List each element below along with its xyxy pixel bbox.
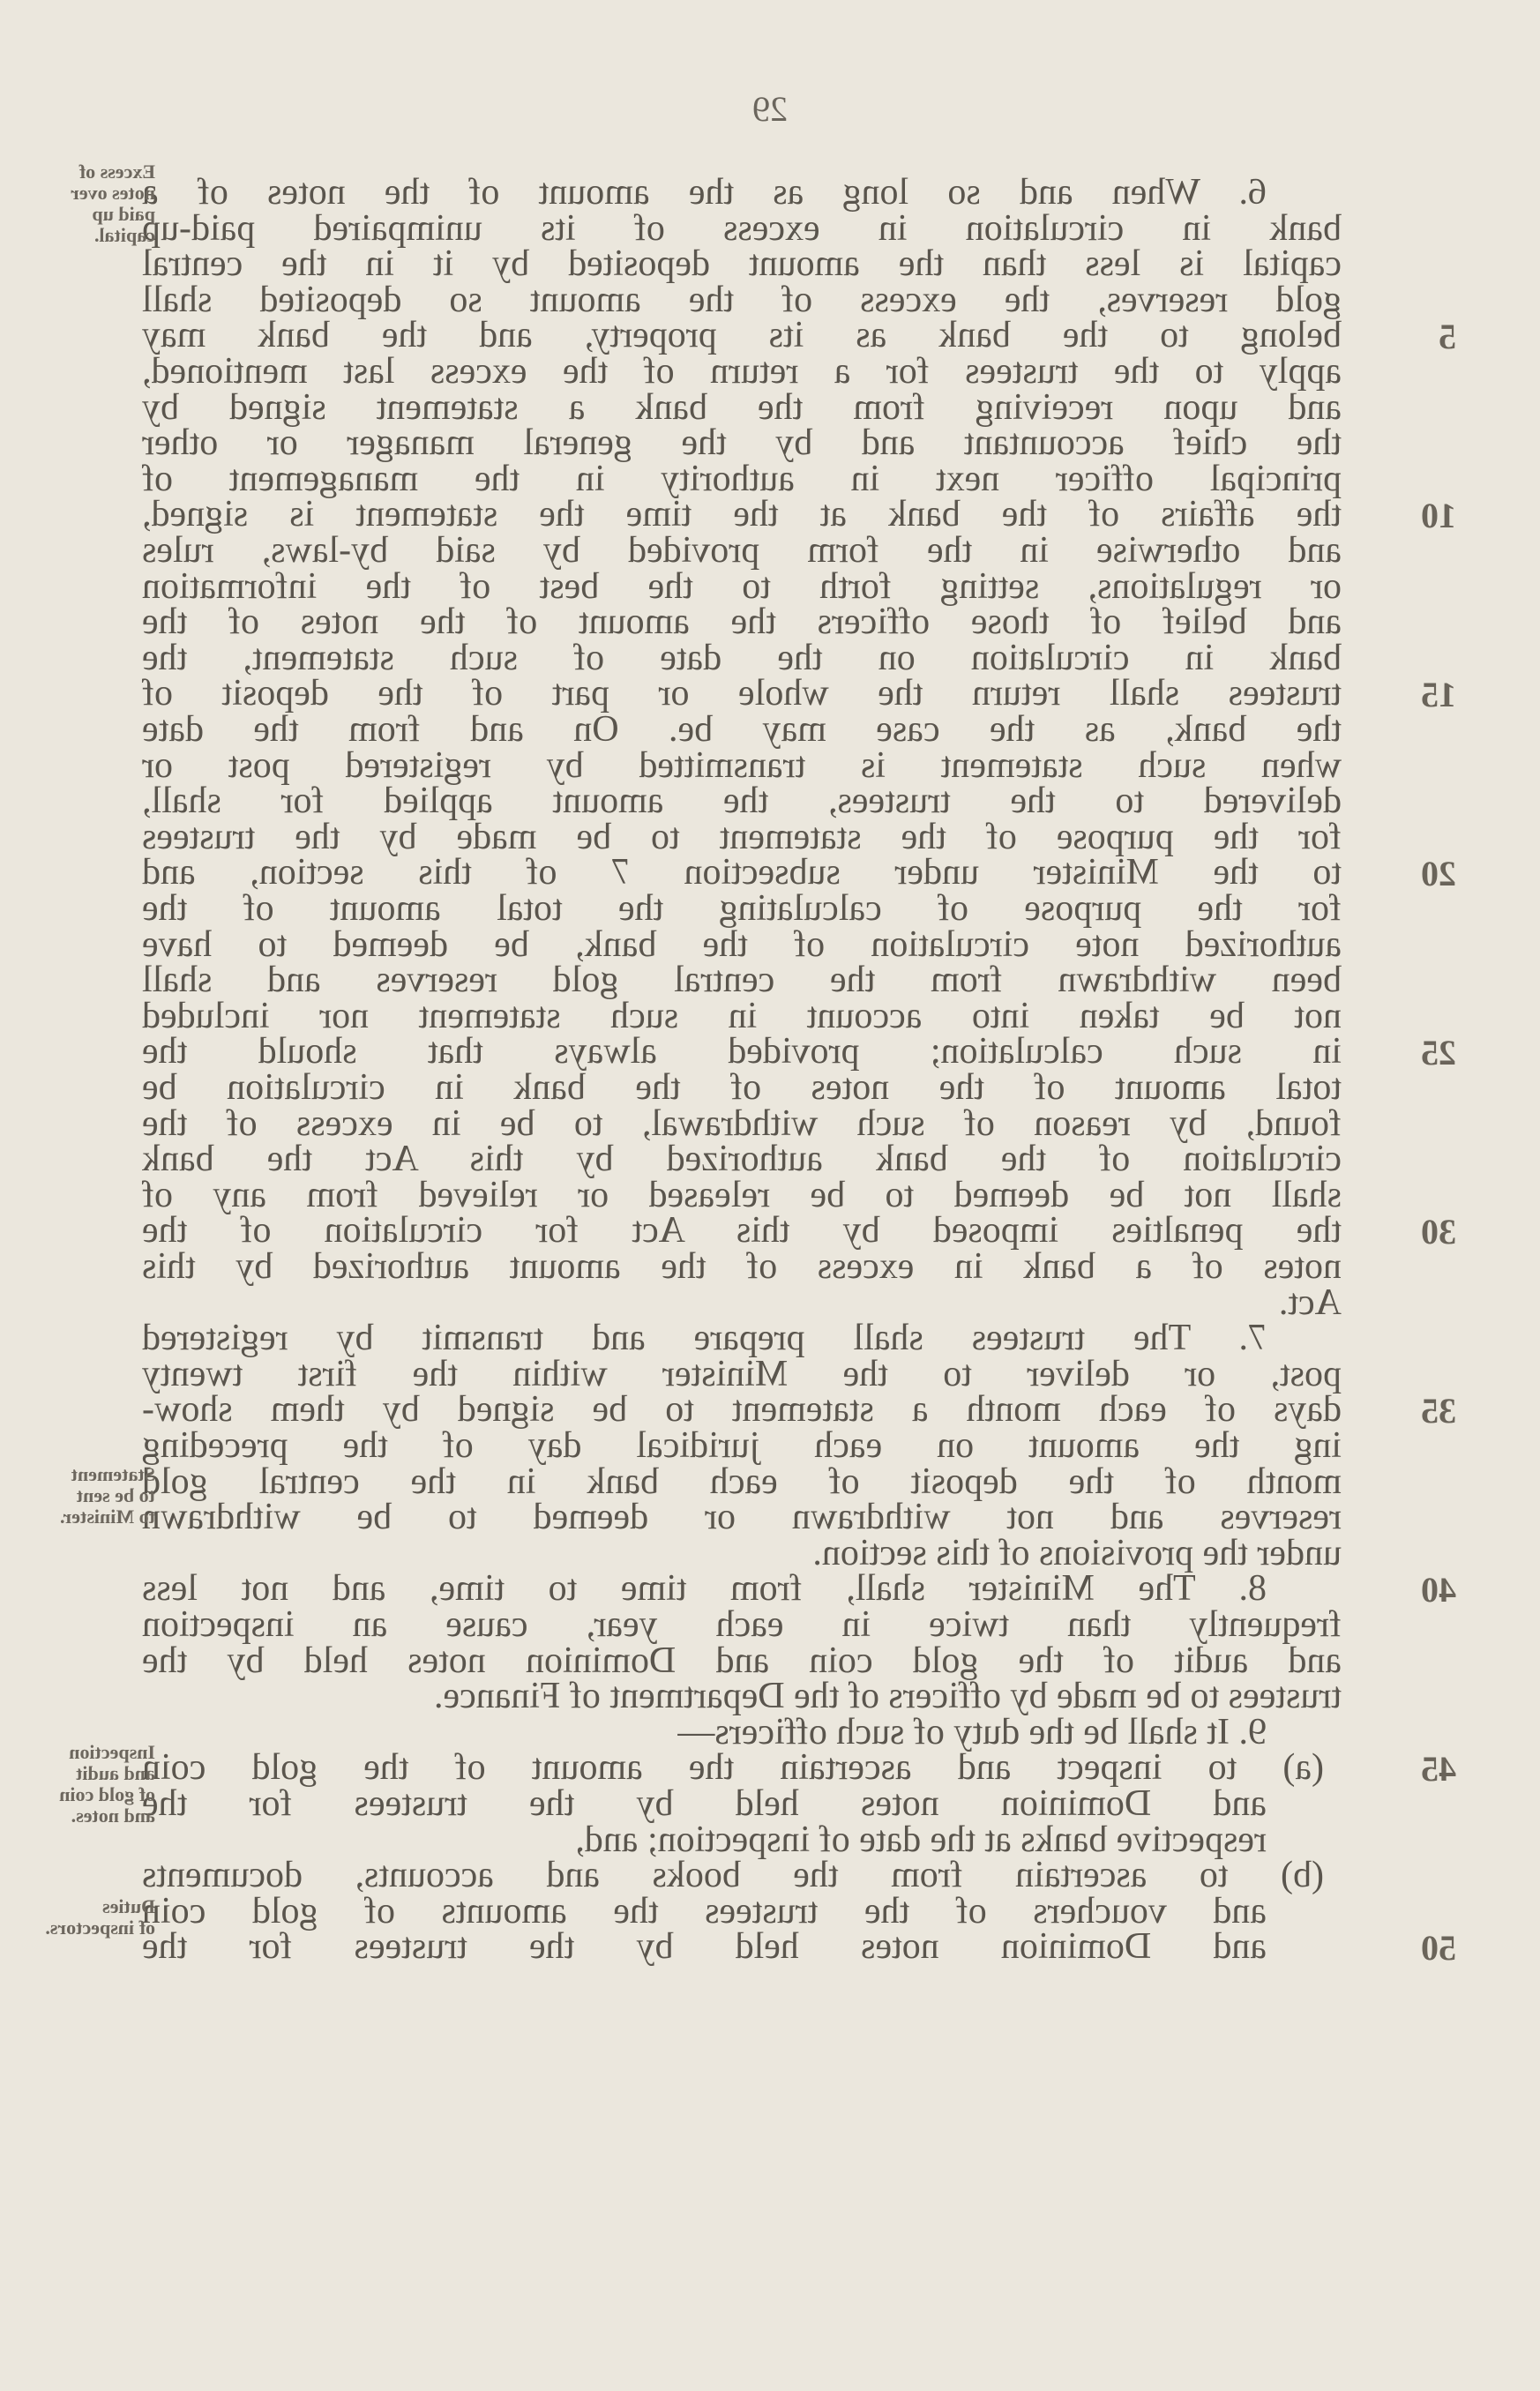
text-line	[0, 816, 1540, 857]
line-number: 20	[1421, 854, 1456, 894]
margin-note-line: Excess of	[78, 161, 155, 183]
page-number: 29	[752, 89, 788, 129]
line-number: 25	[1421, 1033, 1456, 1073]
text-line-content: the affairs of the bank at the time the statement is signed,	[142, 494, 1342, 535]
text-line-content: 9. It shall be the duty of such officers—	[677, 1711, 1267, 1752]
text-line-content: reserves and not withdrawn or deemed to be withdrawn	[142, 1497, 1342, 1538]
text-line	[0, 1246, 1540, 1287]
text-line-content: under the provisions of this section.	[812, 1532, 1342, 1573]
margin-note-line: Inspection	[69, 1741, 155, 1763]
text-line	[0, 995, 1540, 1036]
text-line-content: in such calculation; provided always that should the	[142, 1031, 1342, 1072]
line-number: 30	[1421, 1212, 1456, 1252]
text-line	[0, 422, 1540, 464]
text-line-content: the chief accountant and by the general manager or other	[142, 422, 1342, 464]
text-line	[0, 1783, 1540, 1824]
text-line-content: respective banks at the date of inspection; and,	[575, 1819, 1267, 1860]
text-line-content: and upon receiving from the bank a statement signed by	[142, 386, 1342, 428]
text-line-content: shall not be deemed to be released or relieved from any of	[142, 1174, 1342, 1215]
text-line-content: for the purpose of calculating the total amount of the	[142, 888, 1342, 929]
text-line-content: not be taken into account in such statement nor included	[142, 995, 1342, 1036]
text-line	[0, 1318, 1540, 1359]
text-line	[0, 1281, 1540, 1323]
margin-note-line: capital.	[93, 224, 155, 246]
text-line	[0, 1353, 1540, 1394]
margin-note-line: Statement	[71, 1463, 155, 1485]
margin-note-line: and audit	[76, 1762, 155, 1784]
text-line-content: frequently than twice in each year, cause an inspection	[142, 1604, 1342, 1645]
text-line-content: notes of a bank in excess of the amount authorized by this	[142, 1246, 1342, 1287]
text-line-content: bank in circulation in excess of its unimpaired paid-up	[142, 207, 1342, 249]
text-line-content: and otherwise in the form provided by said by-laws, rules	[142, 530, 1342, 571]
text-line	[0, 923, 1540, 965]
margin-note-line: of gold coin	[59, 1783, 155, 1805]
text-line-content: 7. The trustees shall prepare and transmit by registered	[142, 1318, 1267, 1359]
line-number: 50	[1421, 1928, 1456, 1969]
margin-note-line: paid up	[92, 203, 155, 225]
text-line-content: days of each month a statement to be signed by them show-	[142, 1389, 1342, 1431]
margin-note-line: and notes.	[71, 1804, 155, 1827]
line-number: 15	[1421, 675, 1456, 715]
text-line	[0, 1102, 1540, 1144]
text-line	[0, 1604, 1540, 1645]
text-line-content: ing the amount on each juridical day of the preceding	[142, 1425, 1342, 1466]
margin-note-line: Duties	[102, 1895, 155, 1917]
text-line-content: 8. The Minister shall, from time to time, and not less	[142, 1568, 1267, 1610]
line-number: 45	[1421, 1749, 1456, 1790]
text-line	[0, 1676, 1540, 1717]
text-line	[0, 1819, 1540, 1860]
line-number: 5	[1439, 317, 1456, 357]
text-line-content: principal officer next in authority in the management of	[142, 458, 1342, 499]
text-line-content: or regulations, setting forth to the best of the information	[142, 565, 1342, 607]
line-number: 10	[1421, 496, 1456, 536]
text-line	[0, 1067, 1540, 1108]
text-line	[0, 1139, 1540, 1180]
text-line-content: been withdrawn from the central gold reserves and shall	[142, 960, 1342, 1001]
text-line	[0, 781, 1540, 822]
text-line	[0, 207, 1540, 249]
text-line-content: when such statement is transmitted by registered post or	[142, 744, 1342, 786]
text-line	[0, 1640, 1540, 1681]
line-number: 35	[1421, 1391, 1456, 1431]
text-line-content: the penalties imposed by this Act for circulation of the	[142, 1210, 1342, 1252]
text-line-content: bank in circulation on the date of such statement, the	[142, 637, 1342, 678]
text-line	[0, 852, 1540, 893]
text-line	[0, 960, 1540, 1001]
text-line	[0, 1210, 1540, 1252]
text-line-content: the bank, as the case may be. On and from the date	[142, 709, 1342, 750]
margin-note-line: of inspectors.	[45, 1917, 155, 1939]
text-line-content: and Dominion notes held by the trustees for the	[142, 1783, 1267, 1824]
text-line	[0, 565, 1540, 607]
text-line	[0, 386, 1540, 428]
text-line	[0, 1174, 1540, 1215]
text-line	[0, 279, 1540, 320]
text-line-content: belong to the bank as its property, and the bank may	[142, 315, 1342, 356]
text-line-content: gold reserves, the excess of the amount so deposited shall	[142, 279, 1342, 320]
margin-note-inspection	[59, 1742, 155, 1827]
text-line-content: delivered to the trustees, the amount applied for shall,	[142, 781, 1342, 822]
text-line	[0, 1031, 1540, 1072]
text-line	[0, 494, 1540, 535]
text-line-content: month of the deposit of each bank in the central gold	[142, 1461, 1342, 1502]
text-line-content: and belief of those officers the amount of the notes of the	[142, 601, 1342, 643]
text-line	[0, 888, 1540, 929]
text-line	[0, 1425, 1540, 1466]
text-line	[0, 351, 1540, 392]
text-line	[0, 458, 1540, 499]
margin-note-line: notes over	[71, 182, 155, 204]
text-line	[0, 1497, 1540, 1538]
text-line-content: (b) to ascertain from the books and accounts, documents	[142, 1855, 1324, 1896]
text-line-content: total amount of the notes of the bank in circulation be	[142, 1067, 1342, 1108]
margin-note-statement	[60, 1464, 155, 1528]
text-line-content: post, or deliver to the Minister within the first twenty	[142, 1353, 1342, 1394]
text-line	[0, 243, 1540, 285]
margin-note-line: to Minister.	[60, 1506, 155, 1528]
text-line-content: found, by reason of such withdrawal, to be in excess of the	[142, 1102, 1342, 1144]
text-line-content: and vouchers of the trustees the amounts of gold coin	[142, 1890, 1267, 1931]
line-number: 40	[1421, 1570, 1456, 1610]
text-line-content: (a) to inspect and ascertain the amount of the gold coin	[142, 1747, 1324, 1789]
text-line-content: 6. When and so long as the amount of the notes of a	[142, 172, 1267, 213]
text-line	[0, 315, 1540, 356]
text-line	[0, 1389, 1540, 1431]
text-line	[0, 530, 1540, 571]
text-line-content: and Dominion notes held by the trustees for the	[142, 1926, 1267, 1968]
text-line-content: capital is less than the amount deposited by it in the central	[142, 243, 1342, 285]
text-line	[0, 1855, 1540, 1896]
text-line	[0, 1461, 1540, 1502]
text-line-content: authorized note circulation of the bank, be deemed to have	[142, 923, 1342, 965]
text-line	[0, 1890, 1540, 1931]
text-line-content: apply to the trustees for a return of the excess last mentioned,	[142, 351, 1342, 392]
margin-note-line: to be sent	[76, 1484, 155, 1506]
text-line-content: to the Minister under subsection 7 of this section, and	[142, 852, 1342, 893]
text-line	[0, 744, 1540, 786]
text-line	[0, 637, 1540, 678]
text-line-content: and audit of the gold coin and Dominion notes held by the	[142, 1640, 1342, 1681]
text-line-content: for the purpose of the statement to be made by the trustees	[142, 816, 1342, 857]
text-line	[0, 673, 1540, 714]
margin-note-duties	[45, 1896, 155, 1939]
text-line	[0, 1568, 1540, 1610]
text-line-content: trustees to be made by officers of the Department of Finance.	[433, 1676, 1342, 1717]
text-line-content: circulation of the bank authorized by this Act the bank	[142, 1139, 1342, 1180]
text-line	[0, 709, 1540, 750]
text-line	[0, 1747, 1540, 1789]
text-line-content: Act.	[1278, 1281, 1342, 1323]
text-line-content: trustees shall return the whole or part of the deposit of	[142, 673, 1342, 714]
text-line	[0, 601, 1540, 643]
text-line	[0, 1532, 1540, 1573]
margin-note-excess	[71, 161, 155, 246]
